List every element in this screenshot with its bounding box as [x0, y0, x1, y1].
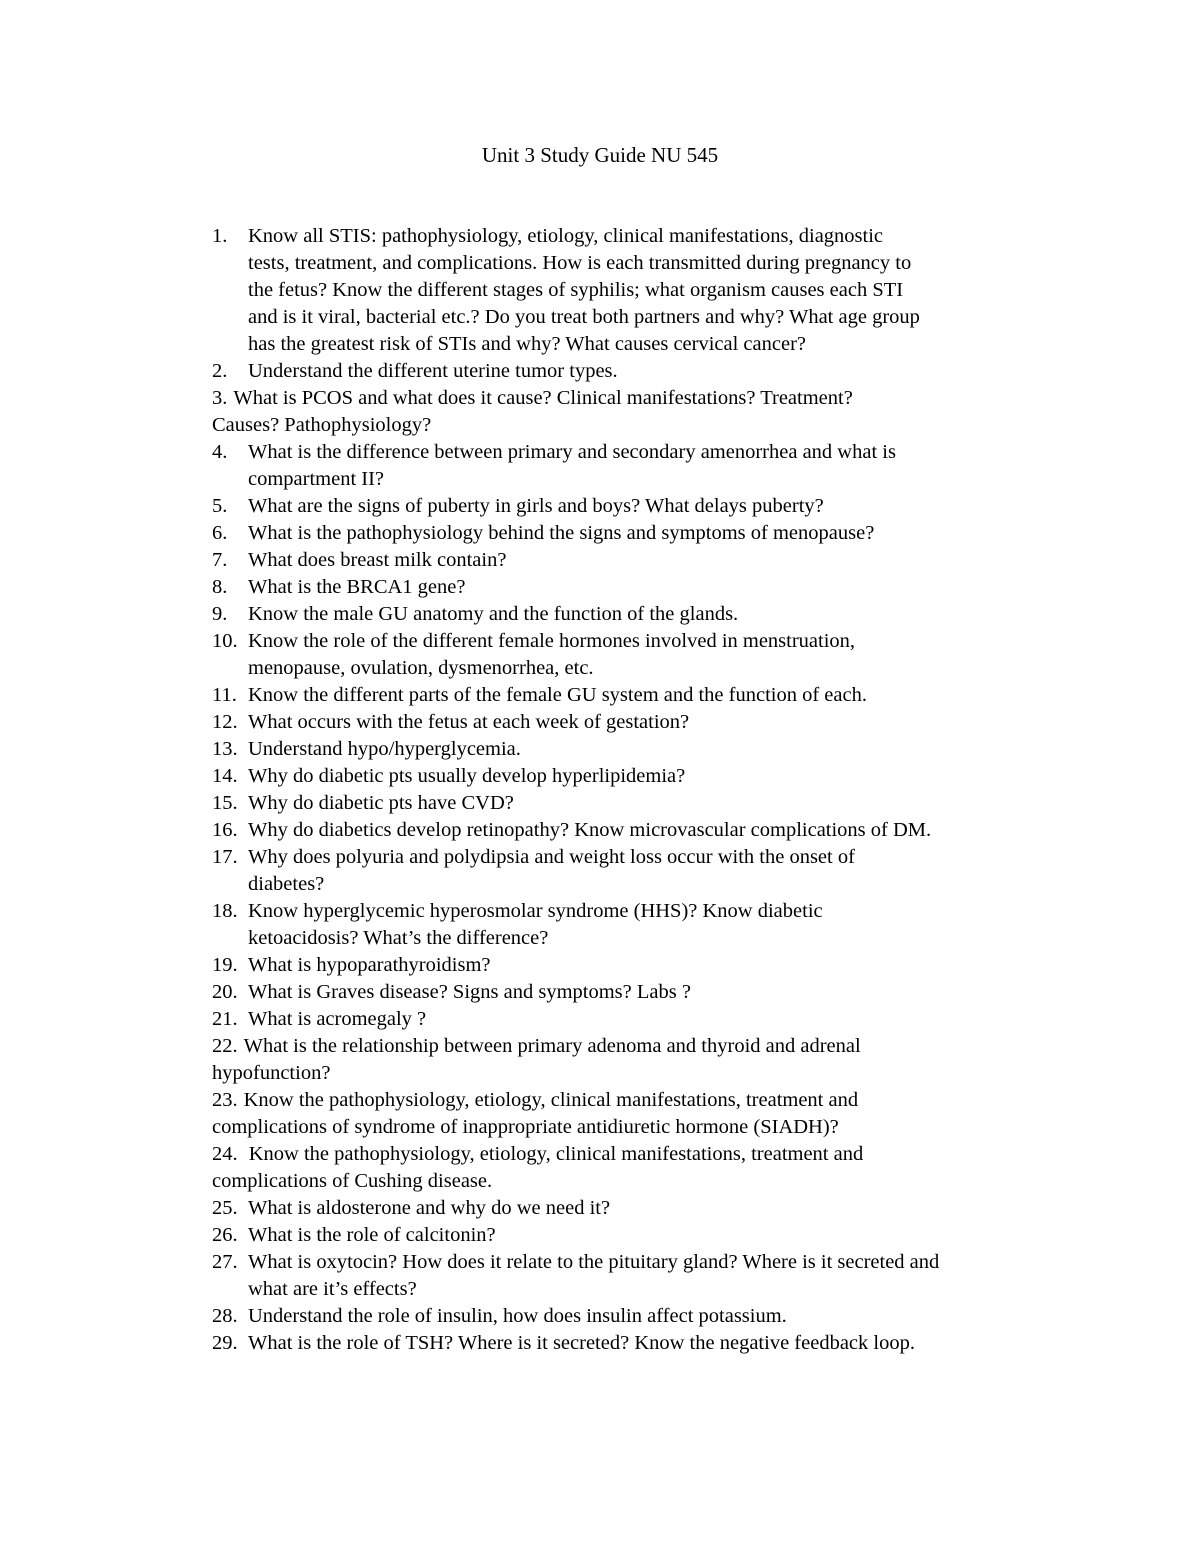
item-number: 21. [212, 1008, 238, 1030]
item-number: 29. [212, 1332, 238, 1354]
list-item [212, 1330, 1042, 1357]
page-title: Unit 3 Study Guide NU 545 [481, 143, 719, 167]
item-number: 17. [212, 846, 238, 868]
list-item [212, 385, 1042, 439]
item-text-line: What does breast milk contain? [248, 549, 507, 571]
list-item [212, 574, 1042, 601]
list-item [212, 1249, 1042, 1303]
item-number: 2. [212, 360, 228, 382]
item-text-line: Know all STIS: pathophysiology, etiology, clinical manifestations, diagnostic [248, 225, 884, 247]
item-number: 13. [212, 738, 238, 760]
item-number: 4. [212, 441, 228, 463]
list-item [212, 1033, 1042, 1087]
list-item [212, 628, 1042, 682]
list-item [212, 1303, 1042, 1330]
item-text-line: What is the role of TSH? Where is it secreted? Know the negative feedback loop. [248, 1332, 915, 1354]
item-number: 10. [212, 630, 238, 652]
item-number: 12. [212, 711, 238, 733]
item-text-line: What is the difference between primary and secondary amenorrhea and what is [248, 441, 896, 463]
item-text-line: hypofunction? [212, 1062, 331, 1084]
list-item [212, 1141, 1042, 1195]
item-number: 26. [212, 1224, 238, 1246]
item-number: 14. [212, 765, 238, 787]
item-text-line: What is Graves disease? Signs and symptoms? Labs ? [248, 981, 691, 1003]
list-item [212, 439, 1042, 493]
item-number: 23. [212, 1089, 238, 1111]
list-item [212, 763, 1042, 790]
item-text-line: What are the signs of puberty in girls and boys? What delays puberty? [248, 495, 824, 517]
list-item [212, 790, 1042, 817]
item-text-line: What is hypoparathyroidism? [248, 954, 491, 976]
item-text-line: Know the role of the different female hormones involved in menstruation, [248, 630, 856, 652]
item-text-line: What is the BRCA1 gene? [248, 576, 466, 598]
list-item [212, 898, 1042, 952]
list-item [212, 547, 1042, 574]
item-text-line: Know the pathophysiology, etiology, clinical manifestations, treatment and [243, 1143, 864, 1165]
item-text-line: diabetes? [248, 873, 325, 895]
item-number: 18. [212, 900, 238, 922]
item-text-line: Know the male GU anatomy and the function of the glands. [248, 603, 739, 625]
item-text-line: Why do diabetic pts usually develop hyperlipidemia? [248, 765, 686, 787]
list-item [212, 817, 1042, 844]
item-number: 5. [212, 495, 228, 517]
item-text-line: ketoacidosis? What’s the difference? [248, 927, 549, 949]
item-text-line: Understand the different uterine tumor types. [248, 360, 618, 382]
list-item [212, 844, 1042, 898]
item-number: 22. [212, 1035, 238, 1057]
item-text-line: What is acromegaly ? [248, 1008, 427, 1030]
list-item [212, 358, 1042, 385]
list-item [212, 601, 1042, 628]
item-text-line: and is it viral, bacterial etc.? Do you treat both partners and why? What age group [248, 306, 920, 328]
item-number: 1. [212, 225, 228, 247]
item-text-line: Why do diabetic pts have CVD? [248, 792, 514, 814]
item-text-line: Why does polyuria and polydipsia and weight loss occur with the onset of [248, 846, 855, 868]
item-text-line: has the greatest risk of STIs and why? What causes cervical cancer? [248, 333, 807, 355]
item-number: 8. [212, 576, 228, 598]
item-number: 9. [212, 603, 228, 625]
list-item [212, 736, 1042, 763]
item-number: 6. [212, 522, 228, 544]
item-text-line: complications of Cushing disease. [212, 1170, 493, 1192]
item-text-line: tests, treatment, and complications. How is each transmitted during pregnancy to [248, 252, 912, 274]
item-text-line: the fetus? Know the different stages of syphilis; what organism causes each STI [248, 279, 904, 301]
list-item [212, 520, 1042, 547]
list-item [212, 709, 1042, 736]
item-number: 20. [212, 981, 238, 1003]
question-list [212, 223, 1042, 1357]
item-text-line: Know the pathophysiology, etiology, clinical manifestations, treatment and [243, 1089, 859, 1111]
list-item [212, 952, 1042, 979]
list-item [212, 979, 1042, 1006]
item-number: 25. [212, 1197, 238, 1219]
item-number: 19. [212, 954, 238, 976]
item-text-line: What is the relationship between primary adenoma and thyroid and adrenal [243, 1035, 861, 1057]
list-item [212, 1195, 1042, 1222]
item-text-line: What is oxytocin? How does it relate to the pituitary gland? Where is it secreted and [248, 1251, 940, 1273]
item-text-line: What is aldosterone and why do we need it? [248, 1197, 611, 1219]
item-text-line: What is the pathophysiology behind the signs and symptoms of menopause? [248, 522, 875, 544]
item-number: 28. [212, 1305, 238, 1327]
item-number: 11. [212, 684, 237, 706]
item-text-line: Know hyperglycemic hyperosmolar syndrome (HHS)? Know diabetic [248, 900, 823, 922]
item-text-line: complications of syndrome of inappropriate antidiuretic hormone (SIADH)? [212, 1116, 839, 1138]
list-item [212, 1006, 1042, 1033]
item-number: 16. [212, 819, 238, 841]
list-item [212, 493, 1042, 520]
item-number: 7. [212, 549, 228, 571]
list-item [212, 223, 1042, 358]
item-text-line: What is PCOS and what does it cause? Clinical manifestations? Treatment? [233, 387, 853, 409]
item-text-line: What occurs with the fetus at each week of gestation? [248, 711, 690, 733]
item-text-line: compartment II? [248, 468, 385, 490]
item-text-line: what are it’s effects? [248, 1278, 417, 1300]
item-text-line: menopause, ovulation, dysmenorrhea, etc. [248, 657, 594, 679]
item-number: 3. [212, 387, 228, 409]
list-item [212, 1222, 1042, 1249]
item-text-line: Causes? Pathophysiology? [212, 414, 432, 436]
item-text-line: Understand hypo/hyperglycemia. [248, 738, 521, 760]
item-number: 27. [212, 1251, 238, 1273]
item-text-line: Know the different parts of the female GU system and the function of each. [248, 684, 867, 706]
item-text-line: Why do diabetics develop retinopathy? Know microvascular complications of DM. [248, 819, 932, 841]
item-text-line: Understand the role of insulin, how does insulin affect potassium. [248, 1305, 787, 1327]
list-item [212, 1087, 1042, 1141]
item-number: 24. [212, 1143, 238, 1165]
item-number: 15. [212, 792, 238, 814]
item-text-line: What is the role of calcitonin? [248, 1224, 496, 1246]
list-item [212, 682, 1042, 709]
